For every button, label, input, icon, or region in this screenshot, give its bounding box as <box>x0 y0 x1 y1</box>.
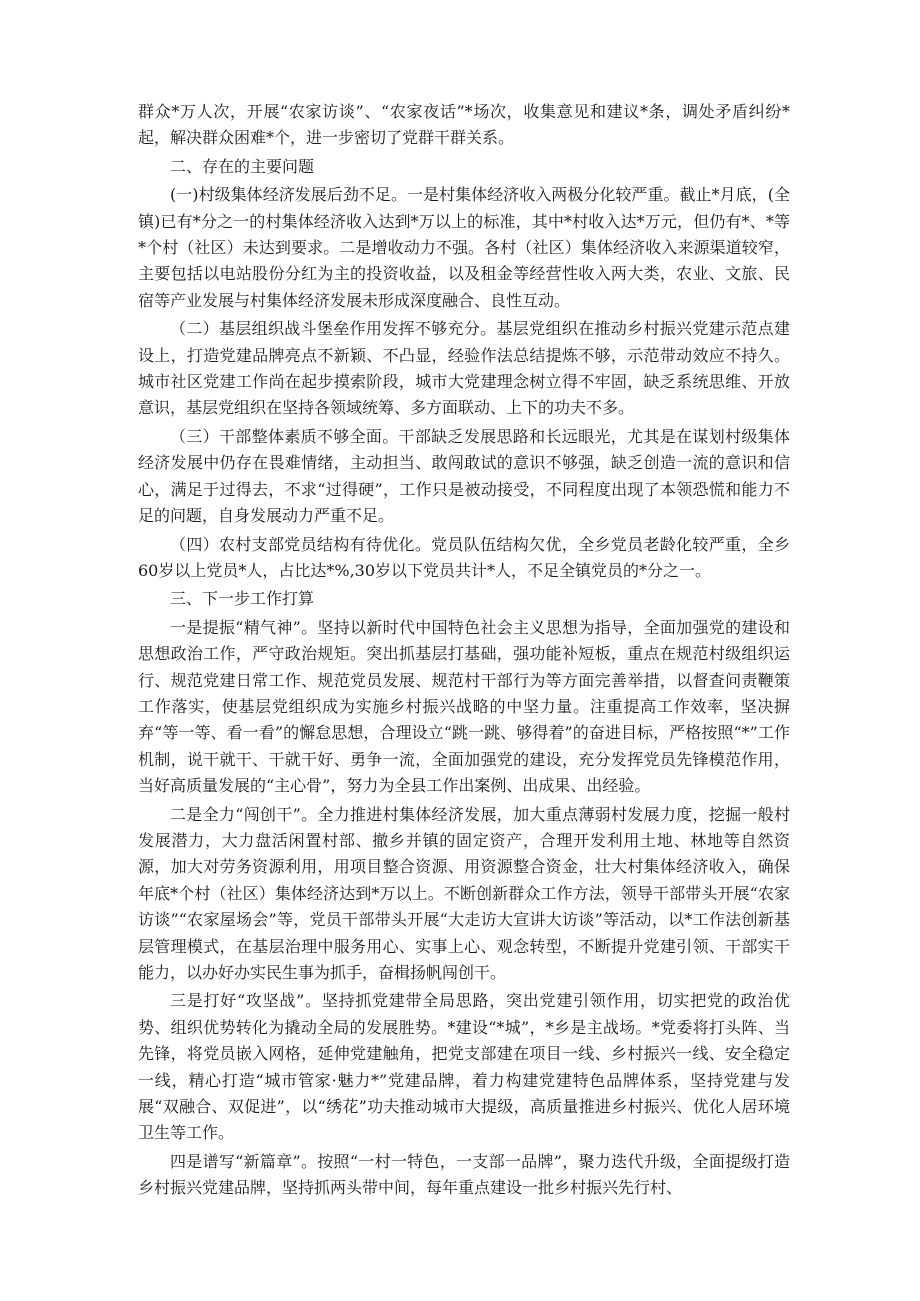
section-heading-next-steps: 三、下一步工作打算 <box>170 589 315 609</box>
paragraph-plan-1: 一是提振“精气神”。坚持以新时代中国特色社会主义思想为指导，全面加强党的建设和思想政治工作，严守政治规矩。突出抓基层打基础，强功能补短板，重点在规范村级组织运行、规范党建日常工作、规范党员发展、规范村干部行为等方面完善举措，以督查问责鞭策工作落实，使基层党组织成为实施乡村振兴战略的中坚力量。注重提高工作效率，坚决摒弃“等一等、看一看”的懈怠思想，合理设立“跳一跳、够得着”的奋进目标，严格按照“*”工作机制，说干就干、干就干好、勇争一流，全面加强党的建设，充分发挥党员先锋模范作用，当好高质量发展的“主心骨”，努力为全县工作出案例、出成果、出经验。 <box>138 617 790 796</box>
paragraph-problem-3: （三）干部整体素质不够全面。干部缺乏发展思路和长远眼光，尤其是在谋划村级集体经济发展中仍存在畏难情绪，主动担当、敢闯敢试的意识不够强，缺乏创造一流的意识和信心，满足于过得去，不求“过得硬”，工作只是被动接受，不同程度出现了本领恐慌和能力不足的问题，自身发展动力严重不足。 <box>138 426 790 526</box>
paragraph-problem-1: (一)村级集体经济发展后劲不足。一是村集体经济收入两极分化较严重。截止*月底，(全镇)已有*分之一的村集体经济收入达到*万以上的标准，其中*村收入达*万元，但仍有*、*等*个村（社区）未达到要求。二是增收动力不强。各村（社区）集体经济收入来源渠道较窄，主要包括以电站股份分红为主的投资收益，以及租金等经营性收入两大类，农业、文旅、民宿等产业发展与村集体经济发展未形成深度融合、良性互动。 <box>138 185 790 310</box>
paragraph-plan-4: 四是谱写“新篇章”。按照“一村一特色，一支部一品牌”，聚力迭代升级，全面提级打造乡村振兴党建品牌，坚持抓两头带中间，每年重点建设一批乡村振兴先行村、 <box>138 1151 790 1198</box>
paragraph-plan-2: 二是全力“闯创干”。全力推进村集体经济发展，加大重点薄弱村发展力度，挖掘一般村发展潜力，大力盘活闲置村部、撤乡并镇的固定资产，合理开发利用土地、林地等自然资源，加大对劳务资源利用，用项目整合资源、用资源整合资金，壮大村集体经济收入，确保年底*个村（社区）集体经济达到*万以上。不断创新群众工作方法，领导干部带头开展“农家访谈”“农家屋场会”等，党员干部带头开展“大走访大宣讲大访谈”等活动，以*工作法创新基层管理模式，在基层治理中服务用心、实事上心、观念转型，不断提升党建引领、干部实干能力，以办好办实民生事为抓手，奋楫扬帆闯创干。 <box>138 804 790 982</box>
paragraph-plan-3: 三是打好“攻坚战”。坚持抓党建带全局思路，突出党建引领作用，切实把党的政治优势、组织优势转化为撬动全局的发展胜势。*建设“*城”，*乡是主战场。*党委将打头阵、当先锋，将党员嵌入网格，延伸党建触角，把党支部建在项目一线、乡村振兴一线、安全稳定一线，精心打造“城市管家·魅力*”党建品牌，着力构建党建特色品牌体系，坚持党建与发展“双融合、双促进”，以“绣花”功夫推动城市大提级，高质量推进乡村振兴、优化人居环境卫生等工作。 <box>138 991 790 1143</box>
section-heading-main-problems: 二、存在的主要问题 <box>170 156 315 176</box>
paragraph-continuation: 群众*万人次，开展“农家访谈”、“农家夜话”*场次，收集意见和建议*条，调处矛盾纠纷*起，解决群众困难*个，进一步密切了党群干群关系。 <box>138 102 790 148</box>
paragraph-problem-2: （二）基层组织战斗堡垒作用发挥不够充分。基层党组织在推动乡村振兴党建示范点建设上，打造党建品牌亮点不新颖、不凸显，经验作法总结提炼不够，示范带动效应不持久。城市社区党建工作尚在起步摸索阶段，城市大党建理念树立得不牢固，缺乏系统思维、开放意识，基层党组织在坚持各领域统筹、多方面联动、上下的功夫不多。 <box>138 319 790 418</box>
paragraph-problem-4: （四）农村支部党员结构有待优化。党员队伍结构欠优，全乡党员老龄化较严重，全乡60岁以上党员*人，占比达*%,30岁以下党员共计*人，不足全镇党员的*分之一。 <box>138 534 790 580</box>
document-body <box>138 99 790 1204</box>
